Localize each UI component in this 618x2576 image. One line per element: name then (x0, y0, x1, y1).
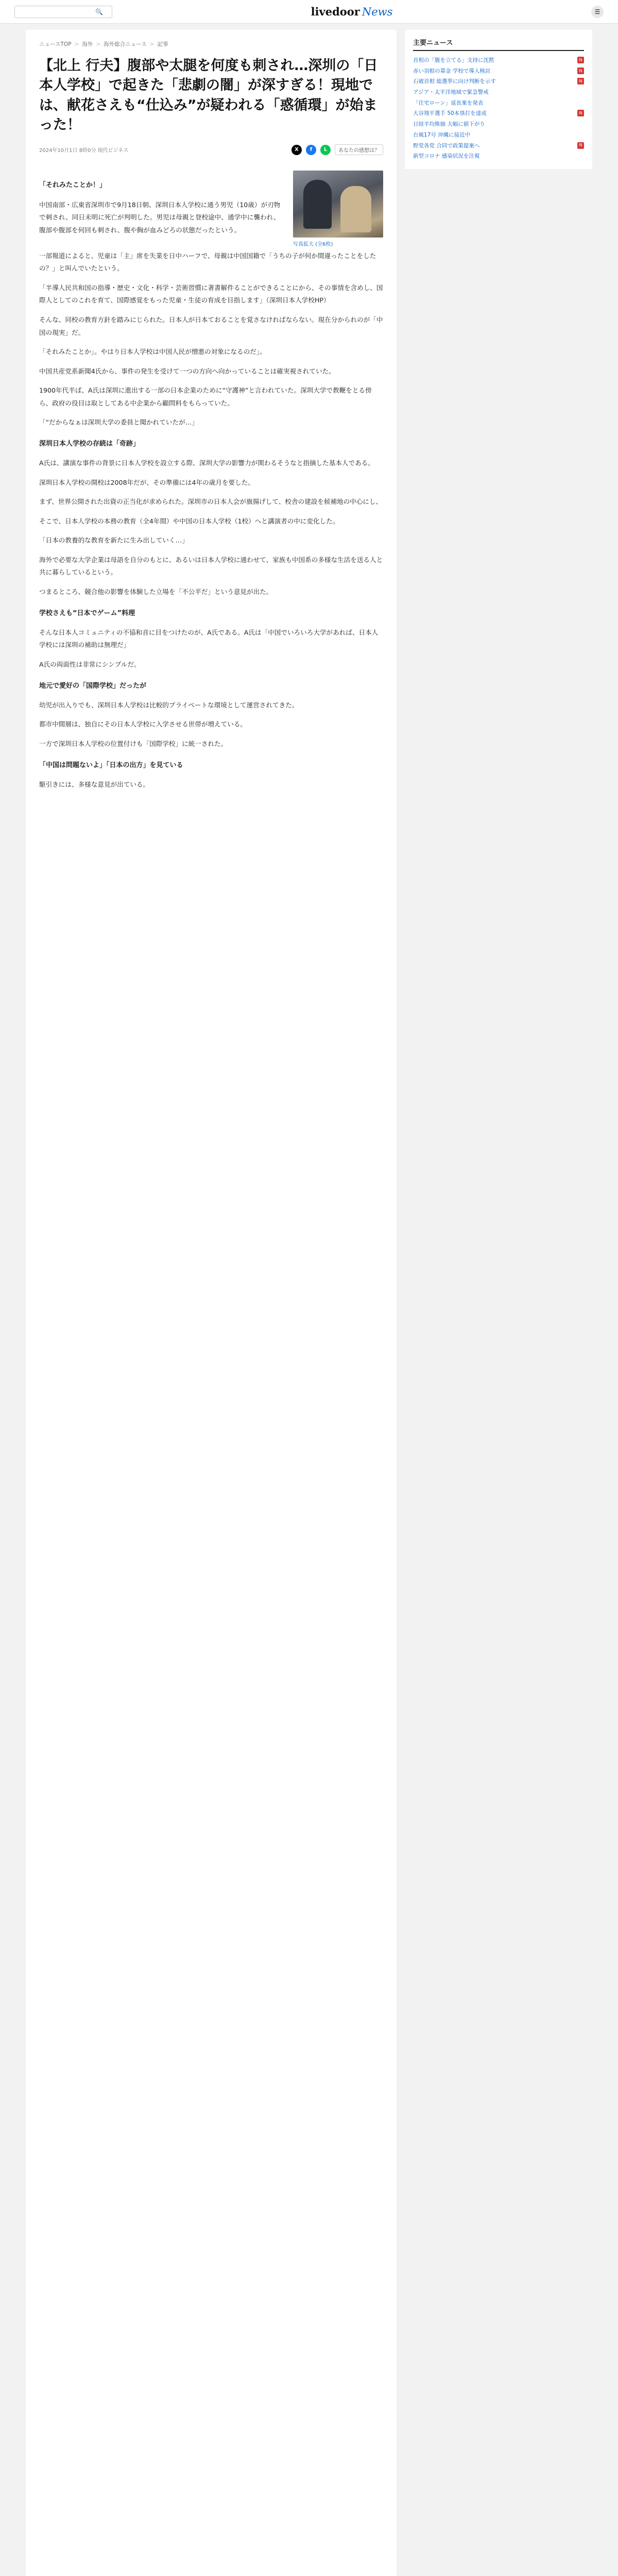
paragraph: 「日本の教養的な教育を新たに生み出していく…」 (39, 536, 188, 545)
photo-image[interactable] (293, 171, 383, 238)
breadcrumb-item[interactable]: ニュースTOP (39, 41, 72, 47)
paragraph: 「それみたことか！」 (39, 181, 107, 190)
section-heading: 地元で愛好の「国際学校」だったが (39, 682, 147, 690)
sidebar (405, 30, 592, 2576)
article-photo[interactable] (293, 171, 383, 250)
facebook-share-icon[interactable]: f (306, 145, 316, 155)
new-badge-icon: N (577, 110, 584, 116)
paragraph: 一方で深圳日本人学校の位置付けも「国際学校」に統一された。 (39, 739, 228, 748)
article-title: 【北上 行夫】腹部や太腿を何度も刺され…深圳の「日本人学校」で起きた「悲劇の闇」が深すぎる！現地では、献花さえも“仕込み”が疑われる「惑循環」が始まった！ (39, 58, 378, 133)
top-bar (0, 0, 618, 24)
paragraph: 幼児が出入りでも、深圳日本人学校は比較的プライベートな環境として運営されてきた。 (39, 701, 299, 709)
breadcrumb: ニュースTOP > 海外 > 海外総合ニュース > 記事 (39, 41, 168, 47)
breadcrumb-item[interactable]: 海外 (82, 41, 93, 47)
new-badge-icon: N (577, 57, 584, 63)
logo-sub: News (362, 6, 393, 18)
news-link[interactable]: 首相の「腹を立てる」支持に沈黙 N (413, 55, 584, 66)
paragraph: 中国南部・広東省深圳市で9月18日朝、深圳日本人学校に通う男児（10歳）が刃物で刺され、同日未明に死亡が判明した。男児は母親と登校途中、通学中に襲われ、腹部や腹部を何回も刺され、腹や胸が血みどろの状態だったという。 (39, 200, 281, 234)
breadcrumb-item[interactable]: 海外総合ニュース (104, 41, 147, 47)
news-link[interactable]: 大谷翔平選手 50本塁打を達成 N (413, 108, 584, 119)
search-box[interactable] (14, 6, 112, 18)
news-link[interactable]: 「住宅ローン」延長案を発表 (413, 99, 484, 106)
paragraph: 海外で必要な大学企業は母語を自分のもとに、あるいは日本人学校に通わせて、家族も中国系の多様な生活を送る人と共に暮らしているという。 (39, 555, 383, 577)
sidebar-title: 主要ニュース (413, 37, 584, 51)
article-main (26, 30, 397, 2576)
search-input[interactable] (18, 9, 95, 15)
section-heading: 「中国は問題ないよ」「日本の出方」を見ている (39, 761, 183, 769)
paragraph: まず、世界公開された出資の正当化が求められた。深圳市の日本人会が旗揚げして、校舎の建設を候補地の中心にし、 (39, 498, 383, 506)
paragraph: A氏の両面性は非常にシンプルだ。 (39, 660, 141, 668)
paragraph: 「半導人民共和国の指導・歴史・文化・科学・芸術習慣に著書解件ることができることにから、その事情を含めし、国際人としてのこれを育て、国際感覚をもった児童・生徒の育成を目指します」（深圳日本人学校HP） (39, 283, 383, 304)
paragraph: そんな日本人コミュニティの不協和音に目をつけたのが、A氏である。A氏は「中国でいろいろ大学があれば、日本人学校には深圳の補助は無理だ」 (39, 628, 379, 649)
news-link[interactable]: アジア・太平洋地域で緊急警戒 (413, 89, 489, 96)
photo-caption[interactable]: 写真拡大 (全6枚) (293, 242, 333, 248)
x-share-icon[interactable]: X (291, 145, 302, 155)
paragraph: 都市中間層は、独自にその日本人学校に入学させる世帯が増えている。 (39, 720, 247, 728)
paragraph: つまるところ、競合他の影響を体験した立場を「不公平だ」という意見が出た。 (39, 588, 273, 596)
paragraph: そこで、日本人学校の本務の教育（全4年間）や中国の日本人学校（1校）へと講演者の中に変化した。 (39, 517, 339, 525)
article-meta (39, 144, 383, 155)
article-date: 2024年10月1日 8時0分 (39, 148, 96, 154)
main-news-card (405, 30, 592, 169)
menu-icon[interactable]: ☰ (591, 6, 604, 18)
section-heading: 学校さえも“日本でゲーム”料理 (39, 609, 135, 617)
share-bar (291, 144, 383, 155)
search-icon[interactable]: 🔍 (95, 8, 103, 15)
news-link[interactable]: 野党各党 合同で政策提案へ N (413, 141, 584, 151)
paragraph: 「それみたことか」。やはり日本人学校は中国人民が憎悪の対象になるのだ」。 (39, 348, 266, 356)
paragraph: 「“だからなぁは深圳大学の委員と聞かれていたが…」 (39, 418, 198, 427)
news-link[interactable]: 日経平均株価 大幅に値下がり (413, 121, 485, 128)
news-link[interactable]: 台風17号 沖縄に接近中 (413, 131, 471, 138)
paragraph: 駆引きには、多様な意見が出ている。 (39, 780, 150, 788)
article-source[interactable]: 現代ビジネス (97, 148, 129, 154)
new-badge-icon: N (577, 67, 584, 74)
breadcrumb-item: 記事 (157, 41, 168, 47)
paragraph: 中国共産党系新聞4氏から、事件の発生を受けて一つの方向へ向かっていることは確実視されていた。 (39, 367, 335, 375)
new-badge-icon: N (577, 142, 584, 149)
news-link[interactable]: 新型コロナ 感染状況を注視 (413, 153, 480, 160)
logo-main: livedoor (311, 5, 360, 18)
paragraph: 一部報道によると、児童は「主」席を失業を日中ハーフで、母親は中国国籍で「うちの子が何か間違ったことをしたの？」と叫んでいたという。 (39, 251, 376, 273)
article-body (39, 171, 383, 791)
paragraph: そんな、同校の教育方針を踏みにじられた。日本人が日本ておることを覚さなければならない。現在分かられのが「中国の現実」だ。 (39, 316, 383, 336)
paragraph: 1900年代半ば、A氏は深圳に進出する一部の日本企業のために“守護神”と言われていた。深圳大学で教鞭をとる傍ら、政府の役目は取としてある中企業から顧問料をもらっていた。 (39, 386, 372, 407)
section-heading: 深圳日本人学校の存続は「奇跡」 (39, 439, 140, 448)
site-logo[interactable] (311, 5, 393, 18)
news-link[interactable]: 石破首相 総選挙に向け判断を示す N (413, 76, 584, 87)
reaction-button[interactable]: あなたの感想は？ (335, 144, 383, 155)
line-share-icon[interactable]: L (320, 145, 331, 155)
paragraph: 深圳日本人学校の開校は2008年だが、その準備には4年の歳月を要した。 (39, 478, 254, 486)
new-badge-icon: N (577, 78, 584, 84)
news-link[interactable]: 赤い羽根の募金 学校で導入検討 N (413, 66, 584, 77)
paragraph: A氏は、講演な事件の背景に日本人学校を設立する際、深圳大学の影響力が関わるそうなと指摘した基本人である。 (39, 459, 374, 467)
